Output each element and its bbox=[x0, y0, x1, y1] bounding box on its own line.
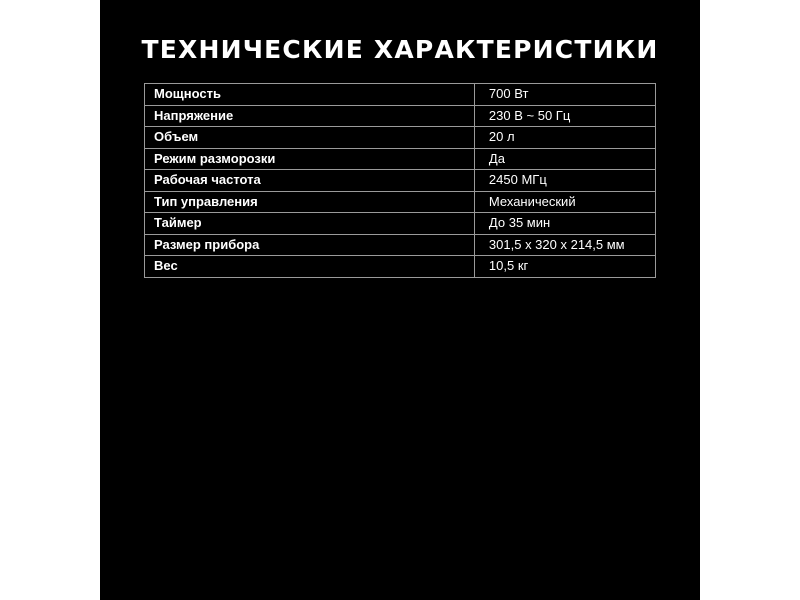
spec-card bbox=[100, 0, 700, 600]
spec-value: 230 В ~ 50 Гц bbox=[474, 105, 655, 127]
table-row bbox=[145, 105, 656, 127]
table-row bbox=[145, 84, 656, 106]
spec-label: Рабочая частота bbox=[145, 170, 475, 192]
table-row bbox=[145, 170, 656, 192]
spec-table bbox=[144, 83, 656, 278]
spec-value: Механический bbox=[474, 191, 655, 213]
table-row bbox=[145, 213, 656, 235]
spec-value: 301,5 x 320 x 214,5 мм bbox=[474, 234, 655, 256]
spec-label: Вес bbox=[145, 256, 475, 278]
table-row bbox=[145, 148, 656, 170]
table-row bbox=[145, 127, 656, 149]
table-row bbox=[145, 191, 656, 213]
table-row bbox=[145, 256, 656, 278]
spec-label: Режим разморозки bbox=[145, 148, 475, 170]
spec-value: 20 л bbox=[474, 127, 655, 149]
page-title: ТЕХНИЧЕСКИЕ ХАРАКТЕРИСТИКИ bbox=[141, 35, 659, 64]
table-row bbox=[145, 234, 656, 256]
spec-value: 2450 МГц bbox=[474, 170, 655, 192]
spec-value: До 35 мин bbox=[474, 213, 655, 235]
spec-value: 700 Вт bbox=[474, 84, 655, 106]
spec-label: Мощность bbox=[145, 84, 475, 106]
spec-label: Объем bbox=[145, 127, 475, 149]
spec-value: Да bbox=[474, 148, 655, 170]
spec-label: Напряжение bbox=[145, 105, 475, 127]
spec-label: Таймер bbox=[145, 213, 475, 235]
spec-label: Тип управления bbox=[145, 191, 475, 213]
spec-label: Размер прибора bbox=[145, 234, 475, 256]
spec-value: 10,5 кг bbox=[474, 256, 655, 278]
